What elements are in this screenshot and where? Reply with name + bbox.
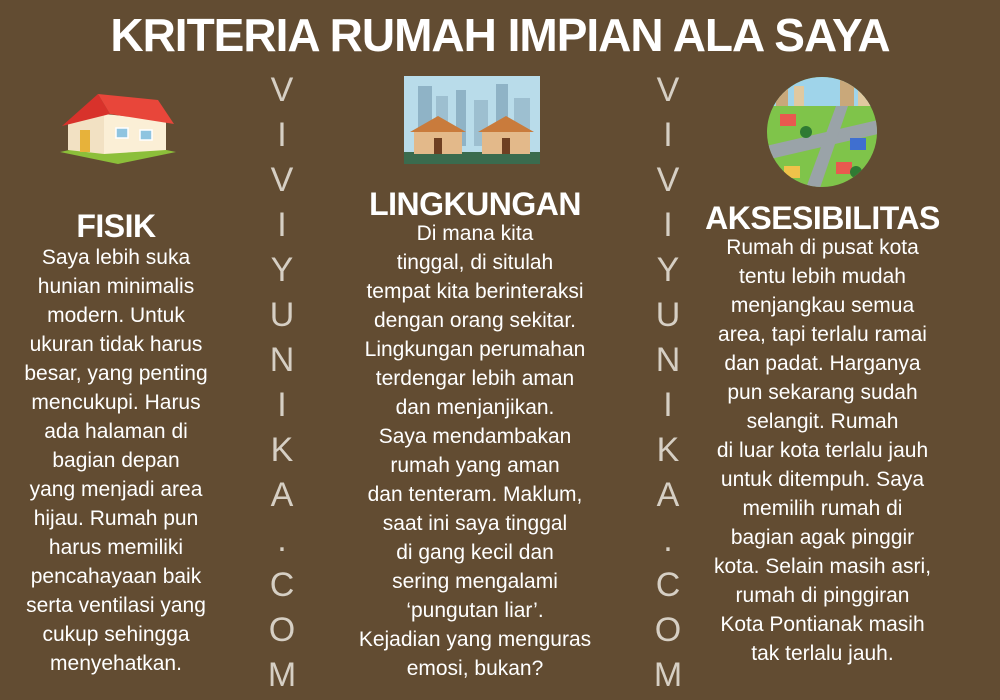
text-line: kota. Selain masih asri,: [713, 555, 932, 578]
text-line: dan tenteram. Maklum,: [367, 483, 583, 506]
column-aksesibilitas: [700, 200, 945, 668]
text-line: mencukupi. Harus: [31, 391, 201, 414]
text-line: memilih rumah di: [742, 497, 903, 520]
text-line: untuk ditempuh. Saya: [720, 468, 925, 491]
text-line: Lingkungan perumahan: [364, 338, 586, 361]
text-line: Kota Pontianak masih: [720, 613, 925, 636]
text-line: di gang kecil dan: [396, 541, 554, 564]
watermark-letter: K: [656, 431, 680, 469]
text-line: sering mengalami: [392, 570, 558, 593]
heading-aksesibilitas: AKSESIBILITAS: [705, 200, 940, 236]
text-line: selangit. Rumah: [746, 410, 899, 433]
text-line: area, tapi terlalu ramai: [718, 323, 927, 346]
text-line: Kejadian yang menguras: [358, 628, 592, 651]
text-line: Saya mendambakan: [378, 425, 572, 448]
body-aksesibilitas: [700, 233, 945, 668]
text-line: hijau. Rumah pun: [33, 507, 199, 530]
text-line: tinggal, di situlah: [396, 251, 554, 274]
watermark-letter: C: [269, 566, 295, 604]
text-line: saat ini saya tinggal: [382, 512, 568, 535]
watermark-letter: A: [270, 476, 294, 514]
house-icon: [58, 92, 178, 164]
text-line: besar, yang penting: [24, 362, 208, 385]
watermark-letter: I: [663, 206, 673, 244]
watermark-letter: U: [269, 296, 295, 334]
text-line: rumah yang aman: [390, 454, 560, 477]
city-map-icon: [766, 76, 878, 188]
heading-fisik: FISIK: [76, 208, 156, 244]
watermark-letter: V: [656, 71, 680, 109]
text-line: terdengar lebih aman: [375, 367, 575, 390]
watermark-letter: Y: [656, 251, 680, 289]
text-line: ‘pungutan liar’.: [406, 599, 544, 622]
text-line: menjangkau semua: [730, 294, 915, 317]
column-fisik: [16, 208, 216, 678]
watermark-letter: I: [663, 116, 673, 154]
watermark-letter: V: [270, 161, 294, 199]
text-line: modern. Untuk: [47, 304, 185, 327]
watermark-letter: Y: [270, 251, 294, 289]
text-line: tak terlalu jauh.: [751, 642, 894, 665]
text-line: Saya lebih suka: [41, 246, 191, 269]
text-line: menyehatkan.: [50, 652, 182, 675]
watermark-vertical-right: [648, 68, 688, 698]
text-line: tempat kita berinteraksi: [366, 280, 584, 303]
text-line: Rumah di pusat kota: [726, 236, 919, 259]
text-line: ada halaman di: [44, 420, 188, 443]
watermark-letter: I: [277, 206, 287, 244]
watermark-vertical-left: [262, 68, 302, 698]
watermark-letter: O: [268, 611, 296, 649]
watermark-letter: V: [656, 161, 680, 199]
text-line: pun sekarang sudah: [727, 381, 918, 404]
neighborhood-icon: [404, 76, 540, 164]
text-line: rumah di pinggiran: [735, 584, 910, 607]
watermark-letter: .: [277, 521, 287, 559]
text-line: dengan orang sekitar.: [374, 309, 576, 332]
watermark-letter: I: [663, 386, 673, 424]
watermark-letter: M: [267, 656, 297, 694]
watermark-letter: K: [270, 431, 294, 469]
text-line: dan padat. Harganya: [724, 352, 921, 375]
text-line: ukuran tidak harus: [29, 333, 203, 356]
text-line: pencahayaan baik: [30, 565, 202, 588]
watermark-letter: N: [269, 341, 295, 379]
heading-lingkungan: LINGKUNGAN: [369, 186, 581, 222]
text-line: dan menjanjikan.: [395, 396, 555, 419]
watermark-letter: M: [653, 656, 683, 694]
watermark-letter: I: [277, 116, 287, 154]
body-fisik: [16, 243, 216, 678]
column-lingkungan: [340, 186, 610, 683]
infographic-title: KRITERIA RUMAH IMPIAN ALA SAYA: [110, 9, 890, 61]
text-line: cukup sehingga: [42, 623, 190, 646]
text-line: bagian agak pinggir: [730, 526, 915, 549]
watermark-letter: .: [663, 521, 673, 559]
text-line: bagian depan: [52, 449, 180, 472]
text-line: emosi, bukan?: [406, 657, 544, 680]
text-line: serta ventilasi yang: [26, 594, 206, 617]
watermark-letter: U: [655, 296, 681, 334]
watermark-letter: N: [655, 341, 681, 379]
watermark-letter: A: [656, 476, 680, 514]
text-line: harus memiliki: [48, 536, 184, 559]
text-line: di luar kota terlalu jauh: [716, 439, 929, 462]
text-line: yang menjadi area: [29, 478, 203, 501]
body-lingkungan: [340, 219, 610, 683]
text-line: Di mana kita: [416, 222, 534, 245]
watermark-letter: C: [655, 566, 681, 604]
text-line: tentu lebih mudah: [739, 265, 906, 288]
watermark-letter: I: [277, 386, 287, 424]
watermark-letter: V: [270, 71, 294, 109]
watermark-letter: O: [654, 611, 682, 649]
text-line: hunian minimalis: [37, 275, 195, 298]
